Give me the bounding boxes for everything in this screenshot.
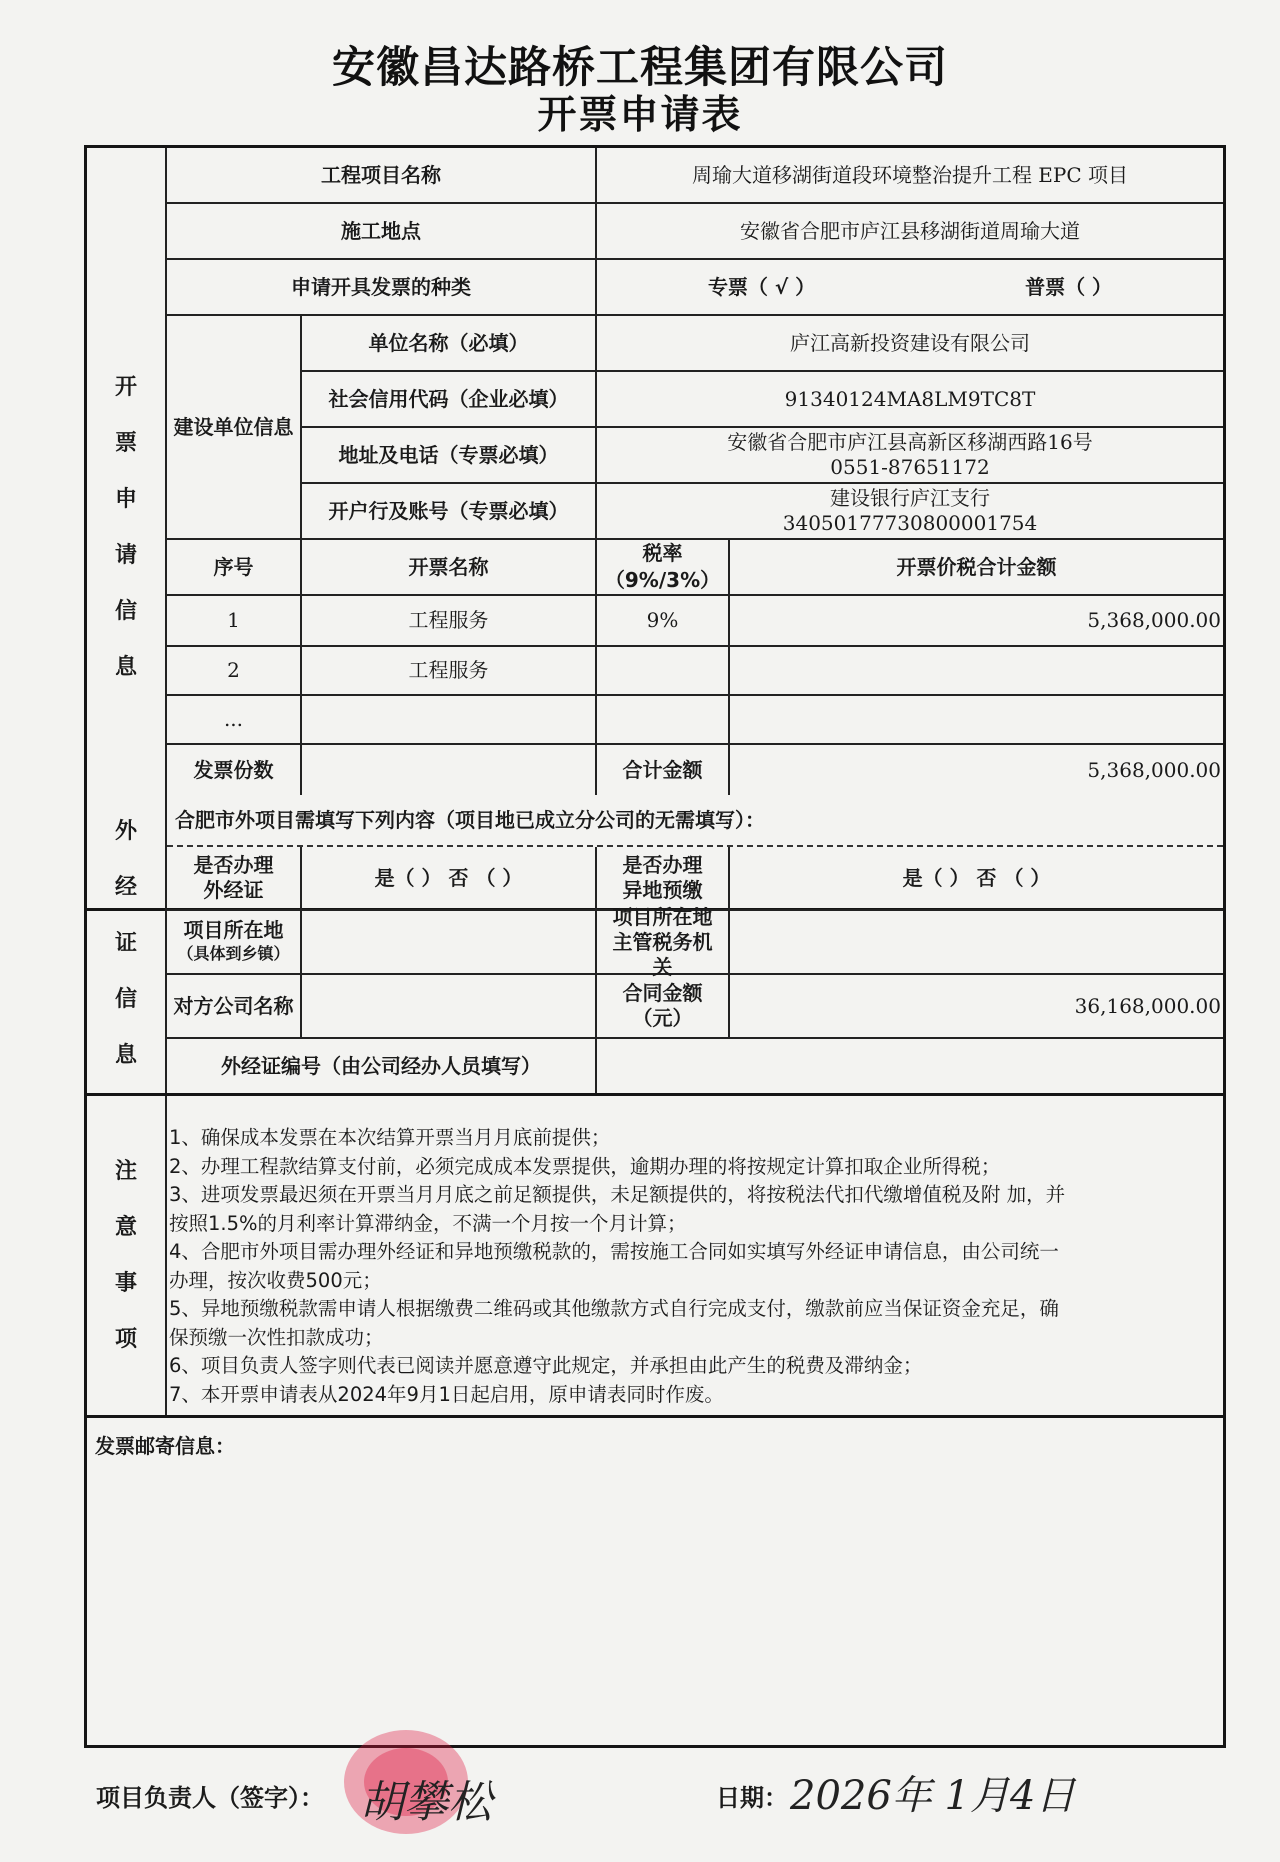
notes-section-label [87,1096,167,1415]
note-line: 4、合肥市外项目需办理外经证和异地预缴税款的，需按施工合同如实填写外经证申请信息，由公司统一 [169,1240,1059,1263]
note-line: 1、确保成本发票在本次结算开票当月月底前提供； [169,1126,611,1149]
mailing-label: 发票邮寄信息： [95,1434,235,1458]
site-label: 施工地点 [167,204,597,260]
contract-amount-value: 36,168,000.00 [730,975,1223,1039]
item-row-1-amount: 5,368,000.00 [730,596,1223,647]
buyer-group-label: 建设单位信息 [167,316,302,540]
bank-label: 开户行及账号（专票必填） [302,484,597,540]
note-line: 按照1.5%的月利率计算滞纳金，不满一个月按一个月计算； [169,1211,687,1235]
note-line: 保预缴一次性扣款成功； [169,1325,384,1349]
location-value [302,911,597,975]
contract-amount-label: 合同金额 （元） [597,975,730,1039]
location-label-cell [167,911,302,975]
section-label-char: 开 [114,375,137,400]
item-row-1-rate: 9% [597,596,730,647]
location-sub-label: （具体到乡镇） [177,944,290,963]
invoice-type-special: 专票（ √ ） [707,274,816,299]
section-label-char: 息 [114,655,137,680]
invoice-type-options [597,260,1223,316]
prepay-label: 是否办理 异地预缴 [597,847,730,911]
permit-number-value [597,1039,1223,1093]
section-label-char: 注 [114,1158,137,1184]
site-value: 安徽省合肥市庐江县移湖街道周瑜大道 [597,204,1223,260]
notes-list [169,1096,1217,1415]
phone-value: 0551-87651172 [830,455,990,479]
item-row-1-no: 1 [167,596,302,647]
section-label-char: 事 [114,1270,137,1296]
section-label-char: 票 [114,431,137,456]
item-row-3-name [302,696,597,745]
counterparty-value [302,975,597,1039]
address-phone-value [597,428,1223,484]
bank-value: 建设银行庐江支行 [830,486,990,510]
permit-section-label [87,795,167,1093]
invoice-type-label: 申请开具发票的种类 [167,260,597,316]
form-title: 开票申请表 [537,93,743,138]
section-label-char: 项 [114,1326,137,1352]
permit-number-label: 外经证编号（由公司经办人员填写） [167,1039,597,1093]
section-label-char: 外 [114,819,137,844]
project-name-label: 工程项目名称 [167,148,597,204]
invoice-type-normal: 普票（ ） [1025,274,1113,299]
notes-section [87,1096,1223,1418]
items-header-rate: 税率（9%/3%） [597,540,730,596]
item-row-2-rate [597,647,730,696]
invoice-count-label: 发票份数 [167,745,302,795]
total-amount-label: 合计金额 [597,745,730,795]
account-value: 34050177730800001754 [782,511,1038,535]
items-header-amount: 开票价税合计金额 [730,540,1223,596]
tax-authority-value [730,911,1223,975]
item-row-3-amount [730,696,1223,745]
permit-section [87,795,1223,1096]
section-label-char: 信 [114,599,137,624]
note-line: 7、本开票申请表从2024年9月1日起启用，原申请表同时作废。 [169,1382,724,1406]
buyer-name-value: 庐江高新投资建设有限公司 [597,316,1223,372]
address-value: 安徽省合肥市庐江县高新区移湖西路16号 [727,430,1093,454]
permit-handle-value: 是（ ） 否 （ ） [302,847,597,911]
counterparty-label: 对方公司名称 [167,975,302,1039]
credit-code-label: 社会信用代码（企业必填） [302,372,597,428]
section-label-char: 意 [114,1214,137,1240]
location-label: 项目所在地 [183,918,284,942]
item-row-2-name: 工程服务 [302,647,597,696]
note-line: 6、项目负责人签字则代表已阅读并愿意遵守此规定，并承担由此产生的税费及滞纳金； [169,1354,923,1377]
date-label: 日期： [716,1784,788,1812]
mailing-section [87,1418,1223,1745]
invoice-section-label [87,148,167,908]
company-title: 安徽昌达路桥工程集团有限公司 [332,43,948,93]
section-label-char: 信 [114,987,137,1012]
section-label-char: 证 [114,931,137,956]
section-label-char: 经 [114,875,137,900]
items-header-no: 序号 [167,540,302,596]
credit-code-value: 91340124MA8LM9TC8T [597,372,1223,428]
section-label-char: 申 [114,487,137,512]
buyer-name-label: 单位名称（必填） [302,316,597,372]
item-row-2-amount [730,647,1223,696]
note-line: 5、异地预缴税款需申请人根据缴费二维码或其他缴款方式自行完成支付，缴款前应当保证资金充足，确 [169,1297,1059,1320]
permit-intro: 合肥市外项目需填写下列内容（项目地已成立分公司的无需填写）： [167,795,1223,847]
section-label-char: 请 [114,543,137,568]
address-label: 地址及电话（专票必填） [302,428,597,484]
item-row-2-no: 2 [167,647,302,696]
items-header-name: 开票名称 [302,540,597,596]
item-row-1-name: 工程服务 [302,596,597,647]
total-amount-value: 5,368,000.00 [1087,757,1221,782]
form-frame [84,145,1226,1748]
section-label-char: 息 [114,1043,137,1068]
item-row-3-no: ... [167,696,302,745]
manager-label: 项目负责人（签字）： [96,1784,324,1812]
note-line: 办理，按次收费500元； [169,1268,382,1292]
manager-signature: 胡攀松 [360,1777,492,1828]
project-name-value: 周瑜大道移湖街道段环境整治提升工程 EPC 项目 [597,148,1223,204]
note-line: 2、办理工程款结算支付前，必须完成成本发票提供，逾期办理的将按规定计算扣取企业所得税； [169,1154,1001,1178]
date-value: 2026年 1月4日 [790,1773,1076,1819]
prepay-value: 是（ ） 否 （ ） [730,847,1223,911]
note-line: 3、进项发票最迟须在开票当月月底之前足额提供，未足额提供的，将按税法代扣代缴增值税及附 加，并 [169,1183,1066,1206]
item-row-3-rate [597,696,730,745]
invoice-count-value [302,745,597,795]
permit-handle-label: 是否办理 外经证 [167,847,302,911]
tax-authority-label: 项目所在地 主管税务机关 [597,911,730,975]
bank-account-value [597,484,1223,540]
